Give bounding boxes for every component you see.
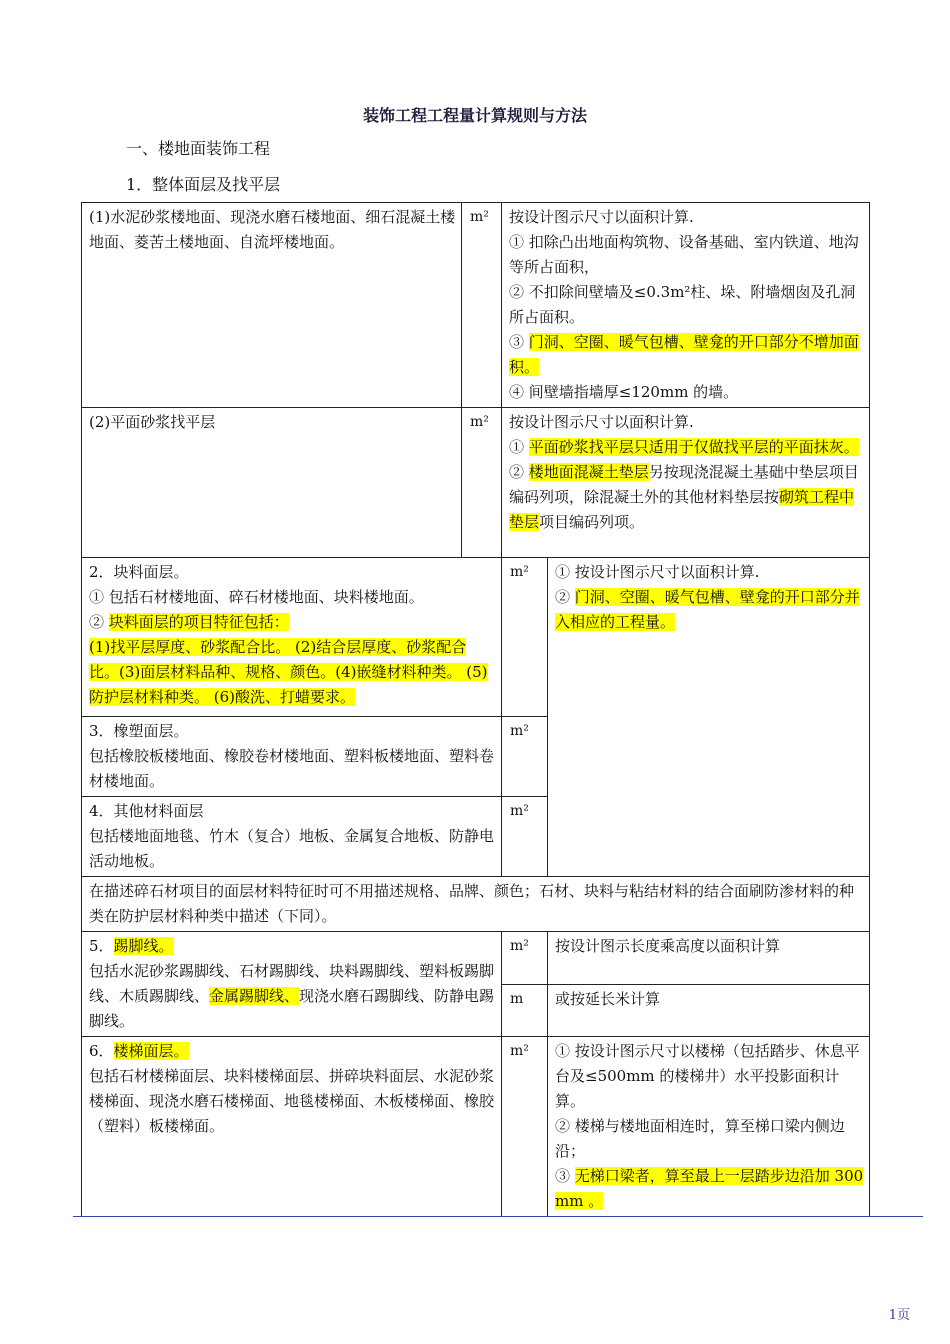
unit-cell: m² [502,797,548,877]
highlighted-text: 砌筑工程中垫层 [509,488,855,531]
document-title: 装饰工程工程量计算规则与方法 [362,106,587,125]
item-heading [89,1039,496,1064]
highlighted-text: 门洞、空圈、暖气包槽、壁龛的开口部分并入相应的工程量。 [555,588,860,631]
rule-line [555,585,864,635]
item-heading: 2．块料面层。 [89,563,189,581]
item-prefix: 6． [89,1042,114,1060]
rule-line [509,330,864,380]
highlighted-text: 踢脚线。 [113,937,174,955]
unit-cell: m² [502,1037,548,1217]
item-line [89,635,496,710]
highlighted-text: (1)找平层厚度、砂浆配合比。 (2)结合层厚度、砂浆配合比。(3)面层材料品种、规格、颜色。(4)嵌缝材料种类。 (5)防护层材料种类。 (6)酸洗、打蜡要求。 [89,638,488,706]
rule-cell [548,558,870,877]
table-row [82,408,870,558]
item-prefix: ② [89,613,109,631]
item-line: 包括楼地面地毯、竹木（复合）地板、金属复合地板、防静电活动地板。 [89,827,495,870]
item-cell [82,558,502,717]
rule-line [509,460,864,535]
item-cell [82,797,502,877]
item-text: 现浇水磨石踢脚线、防静电踢脚线。 [89,987,495,1030]
item-heading: 4．其他材料面层 [89,802,204,820]
rule-line [555,1164,864,1214]
highlighted-text: 块料面层的项目特征包括： [108,613,289,631]
rule-prefix: ① [509,438,529,456]
rule-text: 项目编码列项。 [539,513,645,531]
rule-line: 按设计图示尺寸以面积计算. [509,413,694,431]
footer-rule [73,1216,923,1217]
highlighted-text: 楼地面混凝土垫层 [528,463,649,481]
rule-line: ① 按设计图示尺寸以楼梯（包括踏步、休息平台及≤500mm 的楼梯井）水平投影面积计算。 [555,1042,860,1110]
item-line [89,610,496,635]
item-line: 包括橡胶板楼地面、橡胶卷材楼地面、塑料板楼地面、塑料卷材楼地面。 [89,747,495,790]
rule-line: ② 楼梯与楼地面相连时，算至梯口梁内侧边沿； [555,1117,845,1160]
rule-prefix: ③ [509,333,529,351]
note-cell: 在描述碎石材项目的面层材料特征时可不用描述规格、品牌、颜色；石材、块料与粘结材料的结合面刷防渗材料的种类在防护层材料种类中描述（下同）。 [82,877,870,932]
rule-cell [548,1037,870,1217]
rule-cell: 或按延长米计算 [548,984,870,1037]
rule-line: ① 按设计图示尺寸以面积计算. [555,563,760,581]
table-row [82,558,870,717]
rule-prefix: ② [509,463,529,481]
unit-cell: m² [502,558,548,717]
rule-line: ④ 间壁墙指墙厚≤120mm 的墙。 [509,383,739,401]
unit-cell: m² [502,932,548,985]
item-cell [82,717,502,797]
highlighted-text: 金属踢脚线、 [209,987,300,1005]
table-row [82,877,870,932]
rule-cell: 按设计图示长度乘高度以面积计算 [548,932,870,985]
item-line: ① 包括石材楼地面、碎石材楼地面、块料楼地面。 [89,588,424,606]
highlighted-text: 楼梯面层。 [113,1042,189,1060]
rules-table [81,202,870,1217]
item-prefix: 5． [89,937,114,955]
rule-prefix: ③ [555,1167,575,1185]
item-heading [89,934,496,959]
rule-line: 按设计图示尺寸以面积计算. [509,208,694,226]
highlighted-text: 门洞、空圈、暖气包槽、壁龛的开口部分不增加面积。 [509,333,859,376]
unit-cell: m² [502,717,548,797]
unit-cell: m² [462,408,502,558]
table-row [82,932,870,985]
rule-line: ① 扣除凸出地面构筑物、设备基础、室内铁道、地沟等所占面积， [509,233,859,276]
rule-text: 另按现浇混凝土基础中垫层项目编码列项，除混凝土外的其他材料垫层按 [509,463,859,506]
unit-cell: m [502,984,548,1037]
rule-line [509,435,864,460]
rule-cell [502,203,870,408]
item-line [89,959,496,1034]
section-heading: 一、楼地面装饰工程 [126,139,271,158]
item-cell [82,1037,502,1217]
rule-line: ② 不扣除间壁墙及≤0.3m²柱、垛、附墙烟囱及孔洞所占面积。 [509,283,856,326]
item-cell: (2)平面砂浆找平层 [82,408,462,558]
highlighted-text: 平面砂浆找平层只适用于仅做找平层的平面抹灰。 [528,438,859,456]
subsection-heading: 1．整体面层及找平层 [126,175,281,194]
item-cell: (1)水泥砂浆楼地面、现浇水磨石楼地面、细石混凝土楼地面、菱苦土楼地面、自流坪楼地面。 [82,203,462,408]
unit-cell: m² [462,203,502,408]
item-text: 包括水泥砂浆踢脚线、石材踢脚线、块料踢脚线、塑料板踢脚线、木质踢脚线、 [89,962,495,1005]
rule-prefix: ② [555,588,575,606]
page-number: 1页 [888,1308,910,1323]
highlighted-text: 无梯口梁者，算至最上一层踏步边沿加 300mm 。 [555,1167,864,1210]
table-row [82,203,870,408]
item-cell [82,932,502,1037]
rule-cell [502,408,870,558]
item-line: 包括石材楼梯面层、块料楼梯面层、拼碎块料面层、水泥砂浆楼梯面、现浇水磨石楼梯面、地毯楼梯面、木板楼梯面、橡胶（塑料）板楼梯面。 [89,1067,495,1135]
table-row [82,1037,870,1217]
item-heading: 3．橡塑面层。 [89,722,189,740]
